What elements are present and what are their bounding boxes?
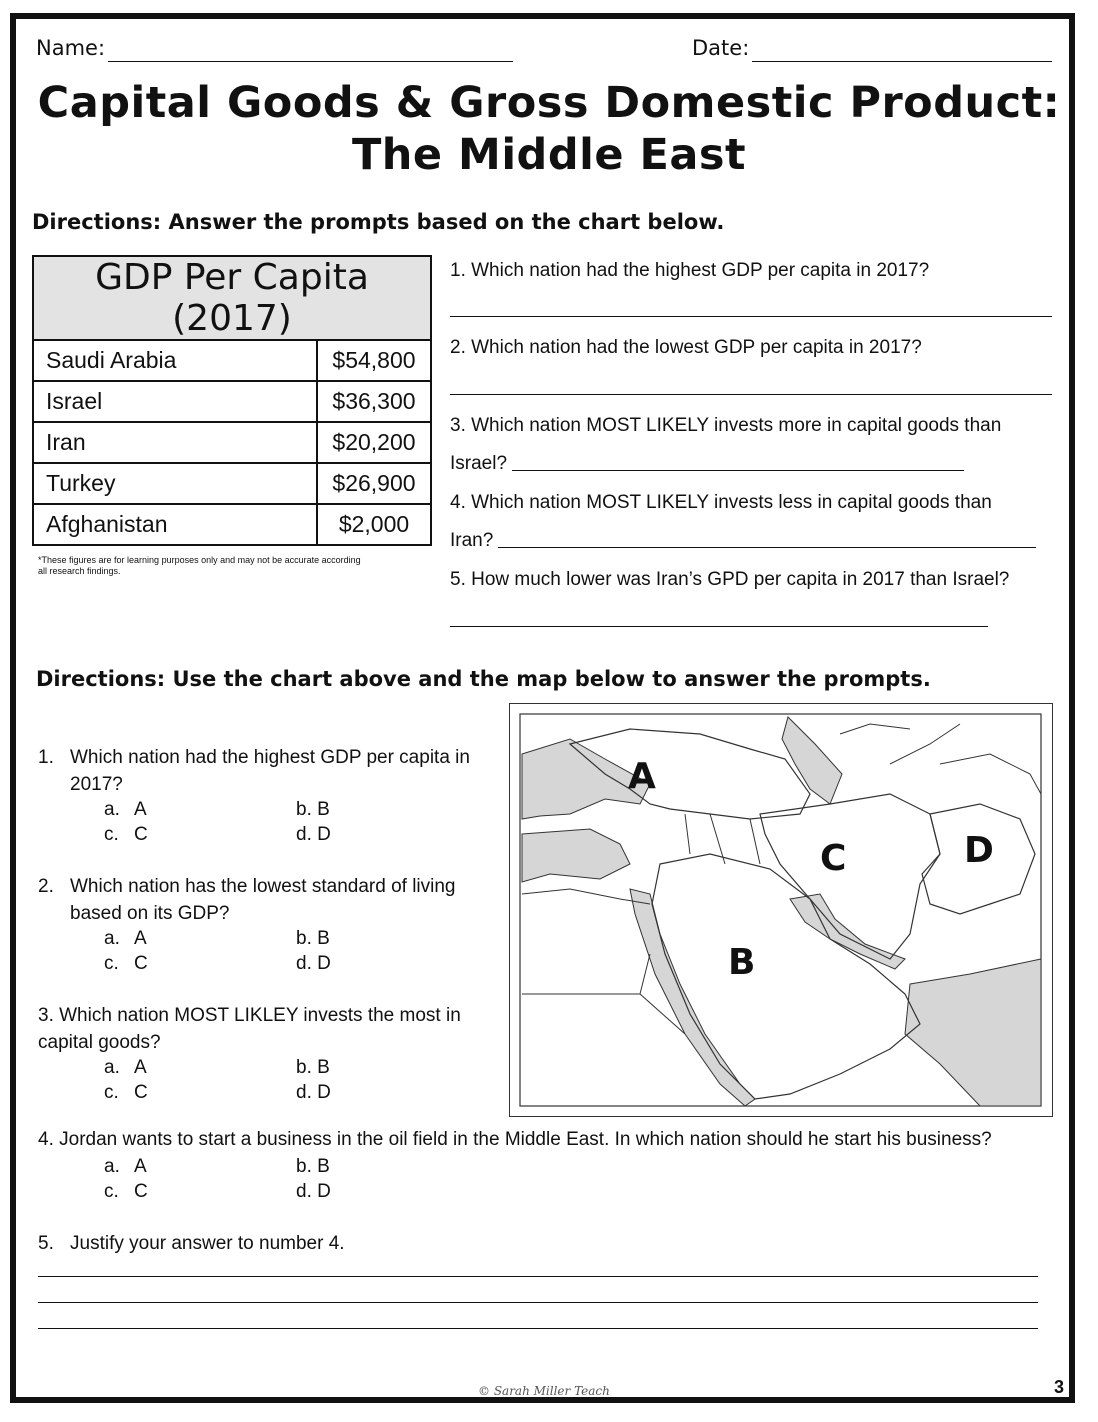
date-field[interactable] (752, 61, 1052, 62)
option-d[interactable]: d. D (296, 824, 331, 845)
option-a-value[interactable]: A (134, 1156, 147, 1177)
option-c-value[interactable]: C (134, 953, 148, 974)
justify-answer-line[interactable] (38, 1276, 1038, 1277)
s1-question-1: 1. Which nation had the highest GDP per capita in 2017? (450, 260, 930, 281)
option-c-letter: c. (104, 824, 119, 845)
page-number: 3 (1053, 1377, 1064, 1397)
option-d[interactable]: d. D (296, 1082, 331, 1103)
option-a-value[interactable]: A (134, 1057, 147, 1078)
gdp-value-cell: $20,200 (317, 422, 431, 463)
option-b[interactable]: b. B (296, 928, 330, 949)
gdp-value-cell: $26,900 (317, 463, 431, 504)
table-row (33, 463, 431, 504)
s2-question-3-line-2: capital goods? (38, 1032, 161, 1053)
s1-question-4-line-2: Iran? (450, 530, 494, 551)
s2-question-4: 4. Jordan wants to start a business in the oil field in the Middle East. In which nation should he start his business? (38, 1129, 992, 1150)
s2-question-1-line-1: Which nation had the highest GDP per capita in (70, 747, 470, 768)
s1-question-2: 2. Which nation had the lowest GDP per capita in 2017? (450, 337, 922, 358)
option-c-value[interactable]: C (134, 1181, 148, 1202)
map-label-d: D (964, 830, 994, 871)
justify-answer-line[interactable] (38, 1328, 1038, 1329)
s1-answer-5-line[interactable] (450, 626, 988, 627)
map-label-b: B (728, 942, 756, 983)
s1-answer-3-line[interactable] (512, 470, 964, 471)
s2-question-2-number: 2. (38, 876, 54, 897)
option-b[interactable]: b. B (296, 1156, 330, 1177)
option-b[interactable]: b. B (296, 1057, 330, 1078)
option-c-value[interactable]: C (134, 1082, 148, 1103)
option-a-letter: a. (104, 1057, 120, 1078)
section2-directions: Directions: Use the chart above and the map below to answer the prompts. (36, 667, 931, 691)
gdp-value-cell: $2,000 (317, 504, 431, 545)
option-a-value[interactable]: A (134, 928, 147, 949)
country-cell: Afghanistan (33, 504, 317, 545)
table-row (33, 504, 431, 545)
s1-answer-1-line[interactable] (450, 316, 1052, 317)
s1-question-3-line-1: 3. Which nation MOST LIKELY invests more in capital goods than (450, 415, 1002, 436)
option-c-letter: c. (104, 1082, 119, 1103)
date-label: Date: (692, 36, 750, 60)
s2-question-3-line-1: 3. Which nation MOST LIKLEY invests the most in (38, 1005, 461, 1026)
section1-directions: Directions: Answer the prompts based on the chart below. (32, 210, 725, 234)
s2-question-5-number: 5. (38, 1233, 54, 1254)
justify-answer-line[interactable] (38, 1302, 1038, 1303)
name-label: Name: (36, 36, 106, 60)
gdp-table (32, 255, 432, 546)
page-title-line-2: The Middle East (351, 130, 747, 180)
s1-question-5: 5. How much lower was Iran’s GPD per capita in 2017 than Israel? (450, 569, 1010, 590)
option-c-value[interactable]: C (134, 824, 148, 845)
map-label-a: A (628, 756, 656, 797)
option-a-letter: a. (104, 928, 120, 949)
gdp-value-cell: $54,800 (317, 340, 431, 381)
option-a-value[interactable]: A (134, 799, 147, 820)
option-d[interactable]: d. D (296, 1181, 331, 1202)
map-outline-icon (510, 704, 1051, 1115)
table-row (33, 422, 431, 463)
country-cell: Saudi Arabia (33, 340, 317, 381)
s2-question-1-number: 1. (38, 747, 54, 768)
option-b[interactable]: b. B (296, 799, 330, 820)
name-field[interactable] (108, 61, 513, 62)
country-cell: Israel (33, 381, 317, 422)
gdp-value-cell: $36,300 (317, 381, 431, 422)
copyright-signature: © Sarah Miller Teach (478, 1384, 610, 1398)
s2-question-2-line-1: Which nation has the lowest standard of living (70, 876, 456, 897)
option-a-letter: a. (104, 799, 120, 820)
table-footnote-line-1: *These figures are for learning purposes only and may not be accurate according (38, 555, 361, 565)
s1-question-4-line-1: 4. Which nation MOST LIKELY invests less in capital goods than (450, 492, 992, 513)
s2-question-2-line-2: based on its GDP? (70, 903, 230, 924)
country-cell: Iran (33, 422, 317, 463)
s2-question-1-line-2: 2017? (70, 774, 123, 795)
middle-east-map (509, 703, 1053, 1117)
table-row (33, 340, 431, 381)
option-d[interactable]: d. D (296, 953, 331, 974)
option-c-letter: c. (104, 1181, 119, 1202)
option-c-letter: c. (104, 953, 119, 974)
map-label-c: C (820, 838, 847, 879)
country-cell: Turkey (33, 463, 317, 504)
table-footnote-line-2: all research findings. (38, 566, 121, 576)
s1-answer-2-line[interactable] (450, 394, 1052, 395)
table-row (33, 381, 431, 422)
option-a-letter: a. (104, 1156, 120, 1177)
s2-question-5: Justify your answer to number 4. (70, 1233, 345, 1254)
s1-answer-4-line[interactable] (498, 547, 1036, 548)
s1-question-3-line-2: Israel? (450, 453, 508, 474)
gdp-table-title: GDP Per Capita (2017) (33, 256, 431, 340)
page-title-line-1: Capital Goods & Gross Domestic Product: (37, 78, 1061, 128)
